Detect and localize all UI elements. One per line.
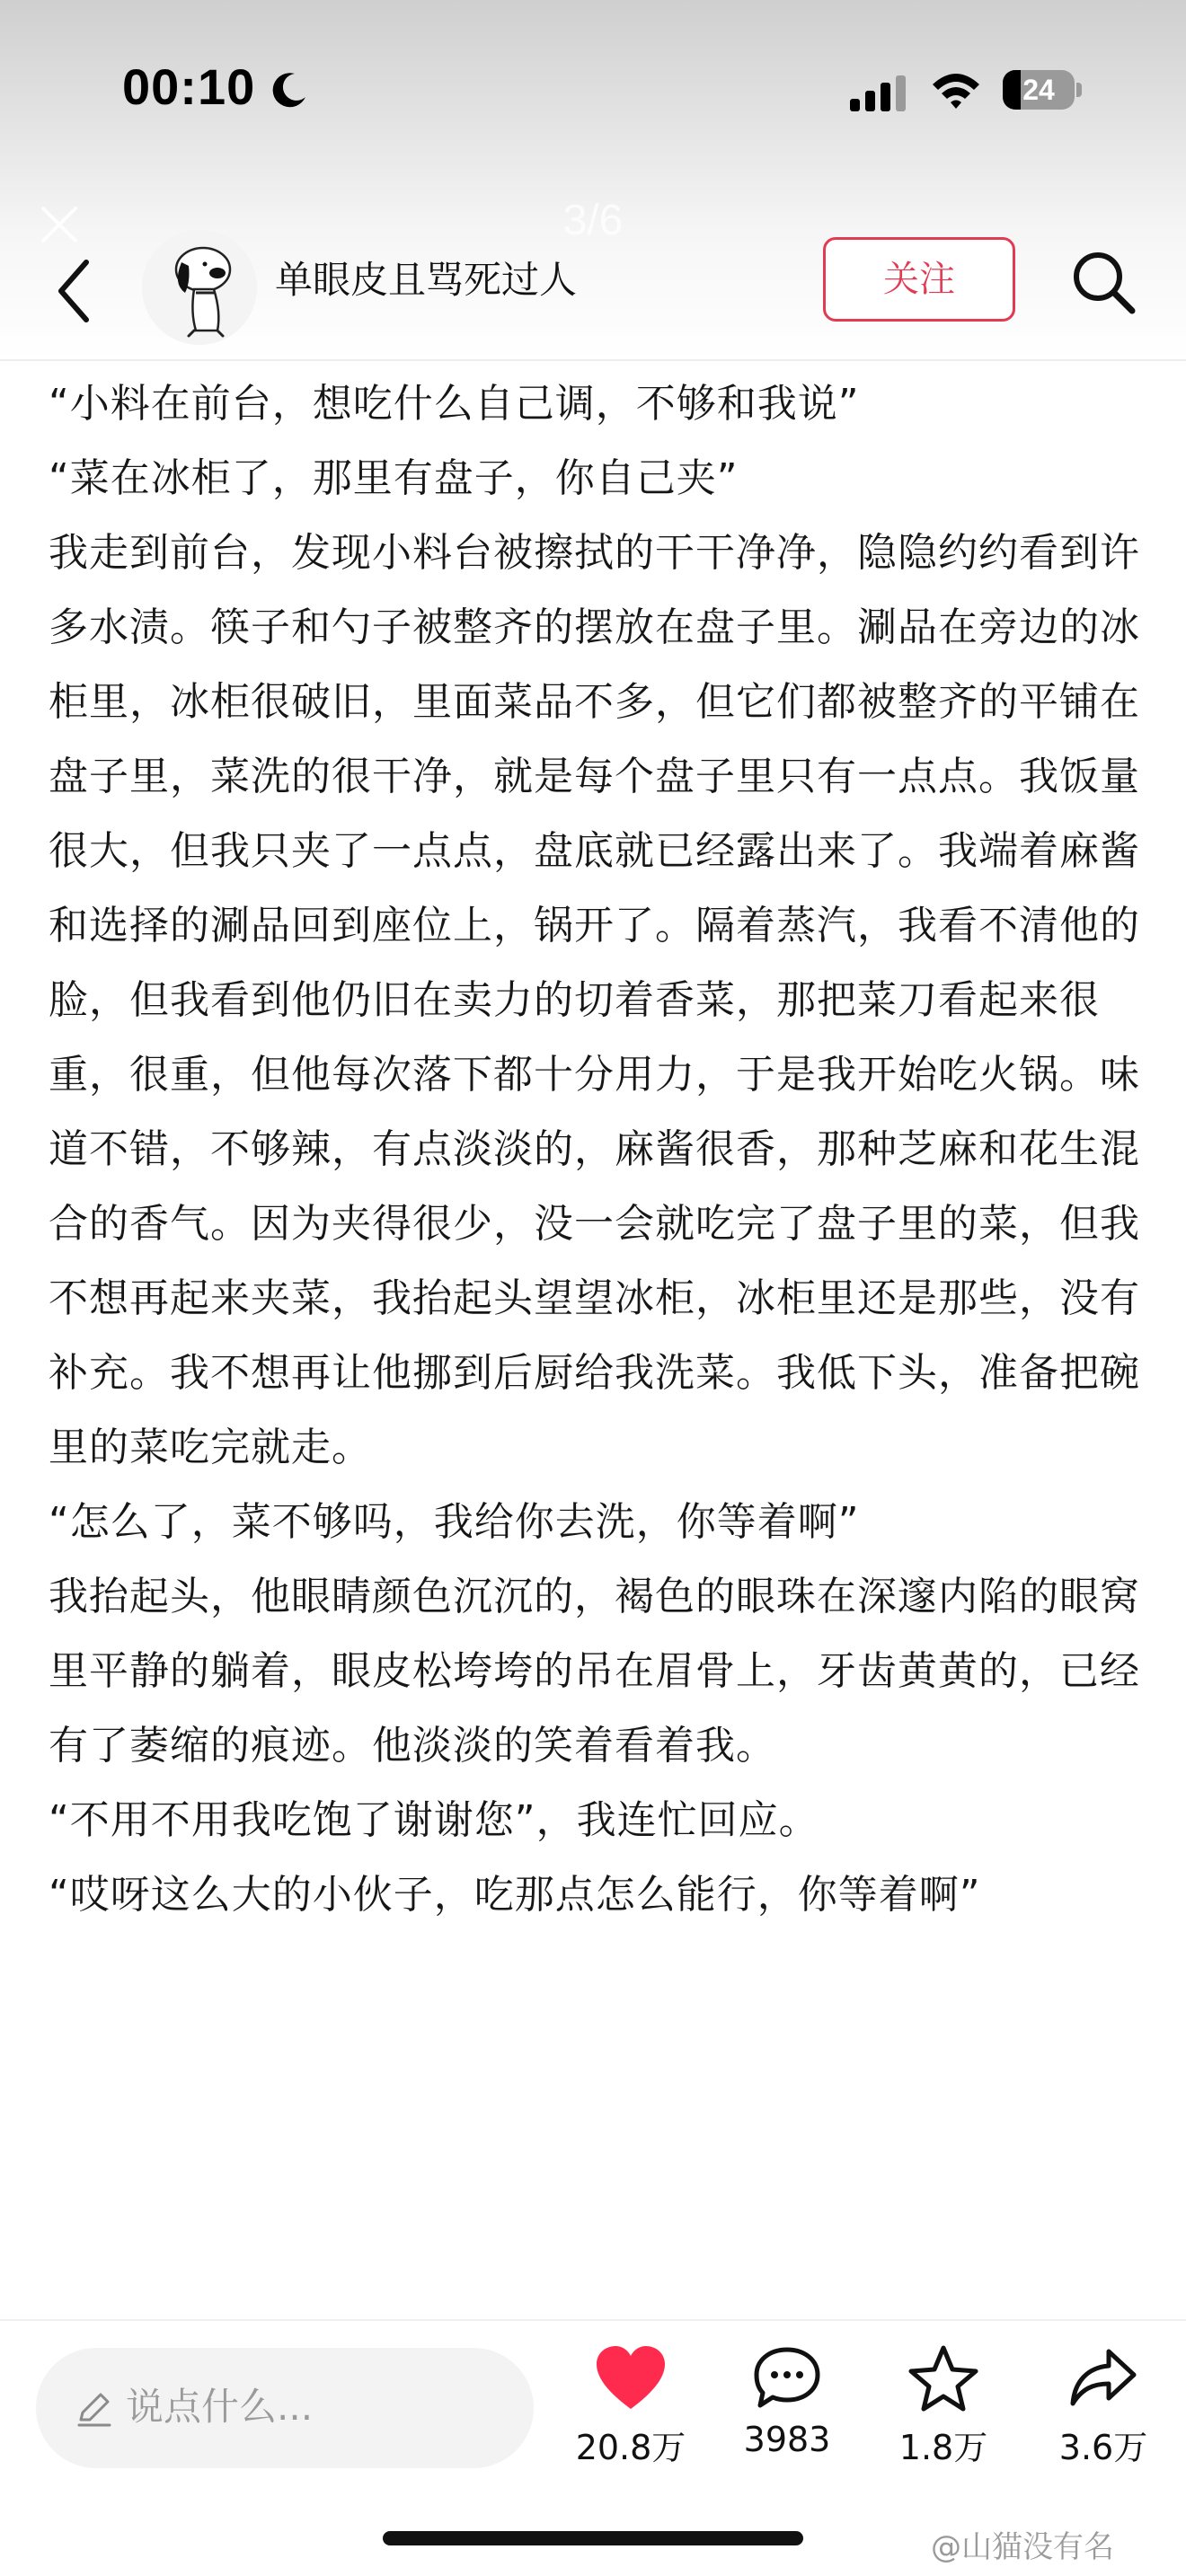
- bottom-divider: [0, 2319, 1186, 2321]
- comment-placeholder: 说点什么...: [126, 2385, 314, 2429]
- battery-level: 24: [1022, 74, 1055, 106]
- paragraph: 我走到前台，发现小料台被擦拭的干干净净，隐隐约约看到许多水渍。筷子和勺子被整齐的摆放在盘子里。涮品在旁边的冰柜里，冰柜很破旧，里面菜品不多，但它们都被整齐的平铺在盘子里，菜洗的很干净，就是每个盘子里只有一点点。我饭量很大，但我只夹了一点点，盘底就已经露出来了。我端着麻酱和选择的涮品回到座位上，锅开了。隔着蒸汽，我看不清他的脸，但我看到他仍旧在卖力的切着香菜，那把菜刀看起来很重，很重，但他每次落下都十分用力，于是我开始吃火锅。味道不错，不够辣，有点淡淡的，麻酱很香，那种芝麻和花生混合的香气。因为夹得很少，没一会就吃完了盘子里的菜，但我不想再起来夹菜，我抬起头望望冰柜，冰柜里还是那些，没有补充。我不想再让他挪到后厨给我洗菜。我低下头，准备把碗里的菜吃完就走。: [49, 530, 1140, 1470]
- header-divider: [0, 359, 1186, 361]
- page-indicator: 3/6: [562, 197, 624, 244]
- comment-icon: [751, 2344, 823, 2413]
- signal-icon: [848, 74, 911, 113]
- paragraph: “哎呀这么大的小伙子，吃那点怎么能行，你等着啊”: [49, 1872, 981, 1918]
- comment-button[interactable]: [715, 2344, 859, 2479]
- star-icon: [907, 2344, 979, 2413]
- moon-icon: [268, 70, 309, 111]
- collect-button[interactable]: [872, 2344, 1015, 2479]
- share-icon: [1067, 2344, 1139, 2413]
- pencil-icon: [74, 2387, 115, 2429]
- comment-input[interactable]: [36, 2348, 534, 2468]
- back-icon[interactable]: [52, 255, 97, 327]
- paragraph: “小料在前台，想吃什么自己调，不够和我说”: [49, 381, 860, 427]
- follow-button[interactable]: 关注: [823, 237, 1015, 322]
- paragraph: 我抬起头，他眼睛颜色沉沉的，褐色的眼珠在深邃内陷的眼窝里平静的躺着，眼皮松垮垮的吊在眉骨上，牙齿黄黄的，已经有了萎缩的痕迹。他淡淡的笑着看着我。: [49, 1574, 1140, 1769]
- home-indicator: [383, 2531, 803, 2545]
- search-icon[interactable]: [1069, 248, 1137, 316]
- snoopy-avatar-image: [142, 230, 257, 345]
- author-name[interactable]: 单眼皮且骂死过人: [275, 258, 578, 302]
- share-count: 3.6万: [1058, 2428, 1148, 2467]
- star-count: 1.8万: [898, 2428, 988, 2467]
- paragraph: “怎么了，菜不够吗，我给你去洗，你等着啊”: [49, 1499, 860, 1545]
- paragraph: “菜在冰柜了，那里有盘子，你自己夹”: [49, 455, 739, 501]
- post-content: [49, 366, 1141, 2316]
- watermark: @山猫没有名: [931, 2529, 1114, 2565]
- status-time: 00:10: [122, 58, 256, 115]
- heart-icon: [595, 2344, 667, 2413]
- battery-icon: [1003, 70, 1082, 110]
- like-button[interactable]: [559, 2344, 703, 2479]
- like-count: 20.8万: [575, 2428, 686, 2467]
- status-bar: [0, 0, 1186, 180]
- avatar[interactable]: [142, 230, 257, 345]
- comment-count: 3983: [743, 2420, 831, 2459]
- post-header: [0, 225, 1186, 359]
- paragraph: “不用不用我吃饱了谢谢您”，我连忙回应。: [49, 1797, 819, 1843]
- share-button[interactable]: [1031, 2344, 1175, 2479]
- wifi-icon: [929, 68, 983, 113]
